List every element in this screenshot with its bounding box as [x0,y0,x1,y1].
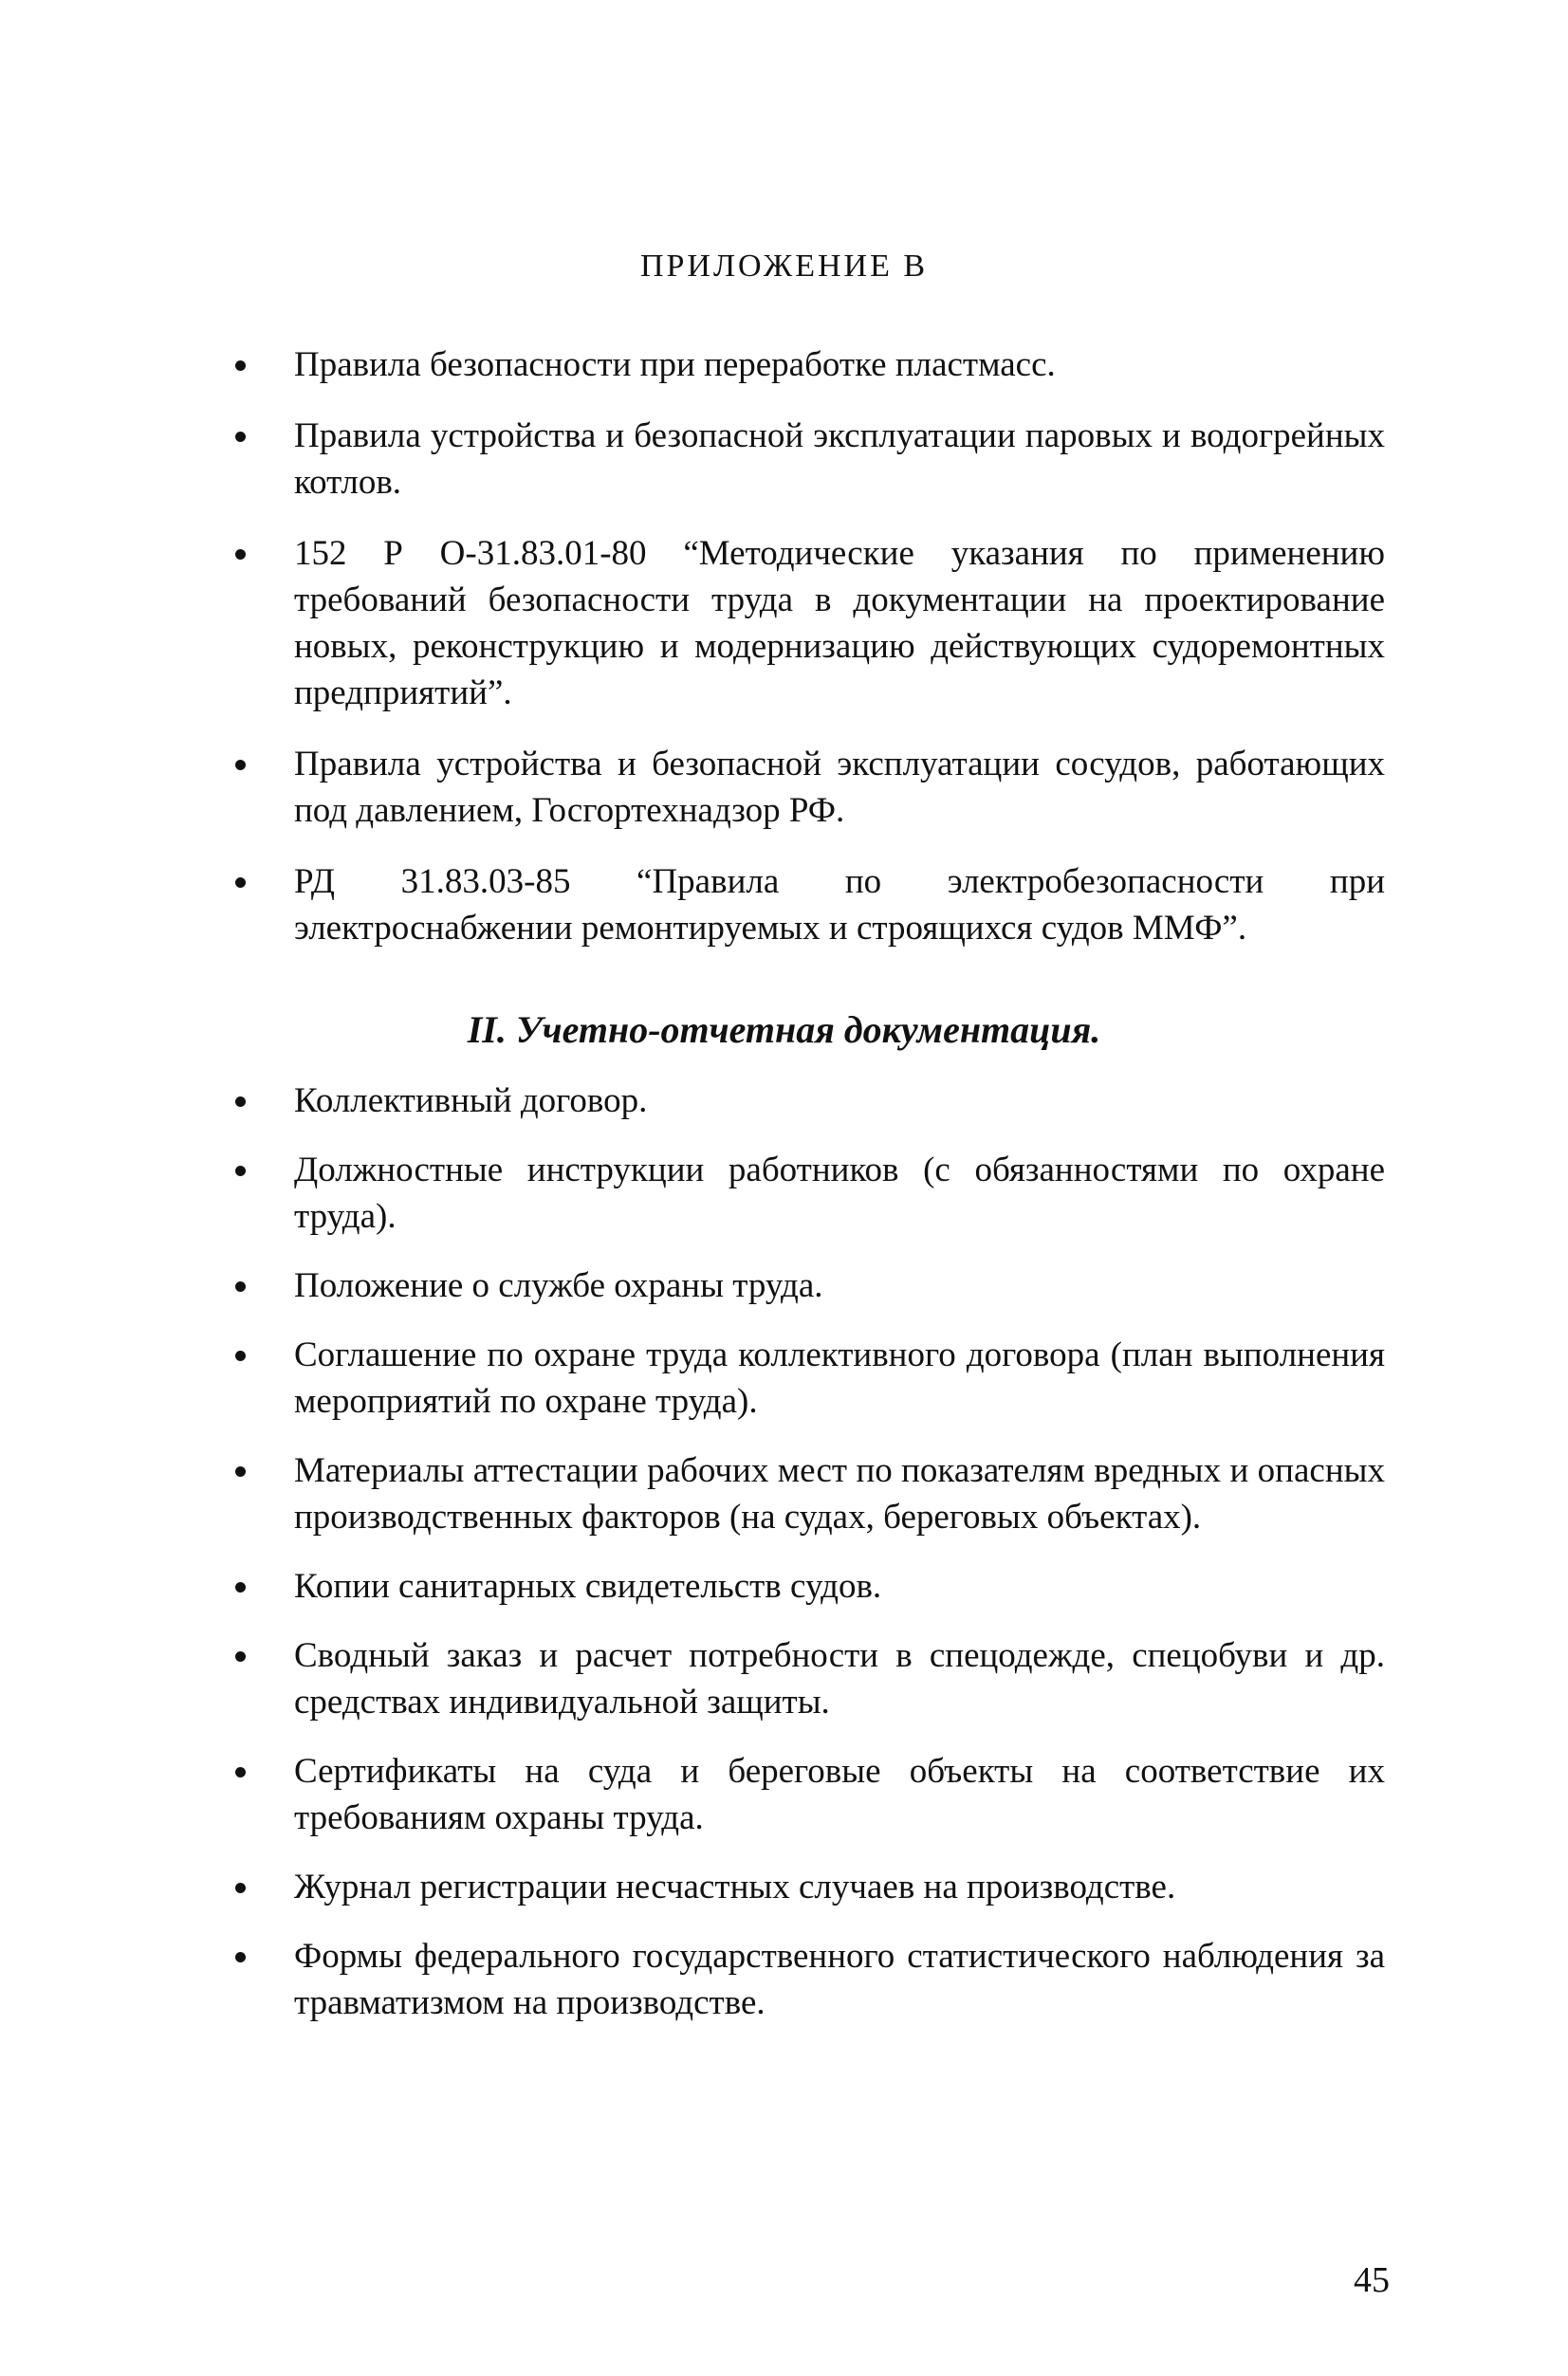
bullet-icon [235,877,246,888]
list-item: Журнал регистрации несчастных случаев на производстве. [231,1864,1385,1910]
list-item: Соглашение по охране труда коллективного договора (план выполнения мероприятий по охране труда). [231,1332,1385,1425]
bullet-icon [235,1096,246,1107]
bullet-icon [235,1883,246,1893]
bullet-icon [235,549,246,560]
bullet-icon [235,1281,246,1292]
list-item: 152 Р О-31.83.01-80 “Методические указания по применению требований безопасности труда в документации на проектирование новых, реконструкцию и модернизацию действующих судоремонтных предприятий”. [231,530,1385,716]
list-item: Формы федерального государственного статистического наблюдения за травматизмом на производстве. [231,1933,1385,2026]
bullet-icon [235,1767,246,1777]
appendix-heading: ПРИЛОЖЕНИЕ В [639,249,929,284]
list-item: Сертификаты на суда и береговые объекты на соответствие их требованиям охраны труда. [231,1748,1385,1841]
bullet-icon [235,1952,246,1962]
list-item: Материалы аттестации рабочих мест по показателям вредных и опасных производственных факторов (на судах, береговых объектах). [231,1447,1385,1540]
bullet-icon [235,760,246,770]
list-item: Должностные инструкции работников (с обязанностями по охране труда). [231,1147,1385,1240]
section-heading: II. Учетно-отчетная документация. [467,1008,1101,1051]
list-item: Копии санитарных свидетельств судов. [231,1563,1385,1610]
list-item: Положение о службе охраны труда. [231,1262,1385,1309]
page-number: 45 [1354,2260,1390,2300]
regulations-list [231,341,1385,951]
bullet-icon [235,1651,246,1662]
list-item: Правила устройства и безопасной эксплуатации сосудов, работающих под давлением, Госгортехнадзор РФ. [231,741,1385,834]
list-item: Сводный заказ и расчет потребности в спецодежде, спецобуви и др. средствах индивидуальной защиты. [231,1632,1385,1725]
bullet-icon [235,1466,246,1477]
bullet-icon [235,1582,246,1593]
list-item: Правила безопасности при переработке пластмасс. [231,341,1385,388]
bullet-icon [235,432,246,442]
list-item: Коллективный договор. [231,1077,1385,1124]
documentation-list [231,1077,1385,2049]
bullet-icon [235,360,246,371]
bullet-icon [235,1166,246,1176]
list-item: РД 31.83.03-85 “Правила по электробезопасности при электроснабжении ремонтируемых и строящихся судов ММФ”. [231,858,1385,951]
bullet-icon [235,1351,246,1361]
list-item: Правила устройства и безопасной эксплуатации паровых и водогрейных котлов. [231,413,1385,506]
